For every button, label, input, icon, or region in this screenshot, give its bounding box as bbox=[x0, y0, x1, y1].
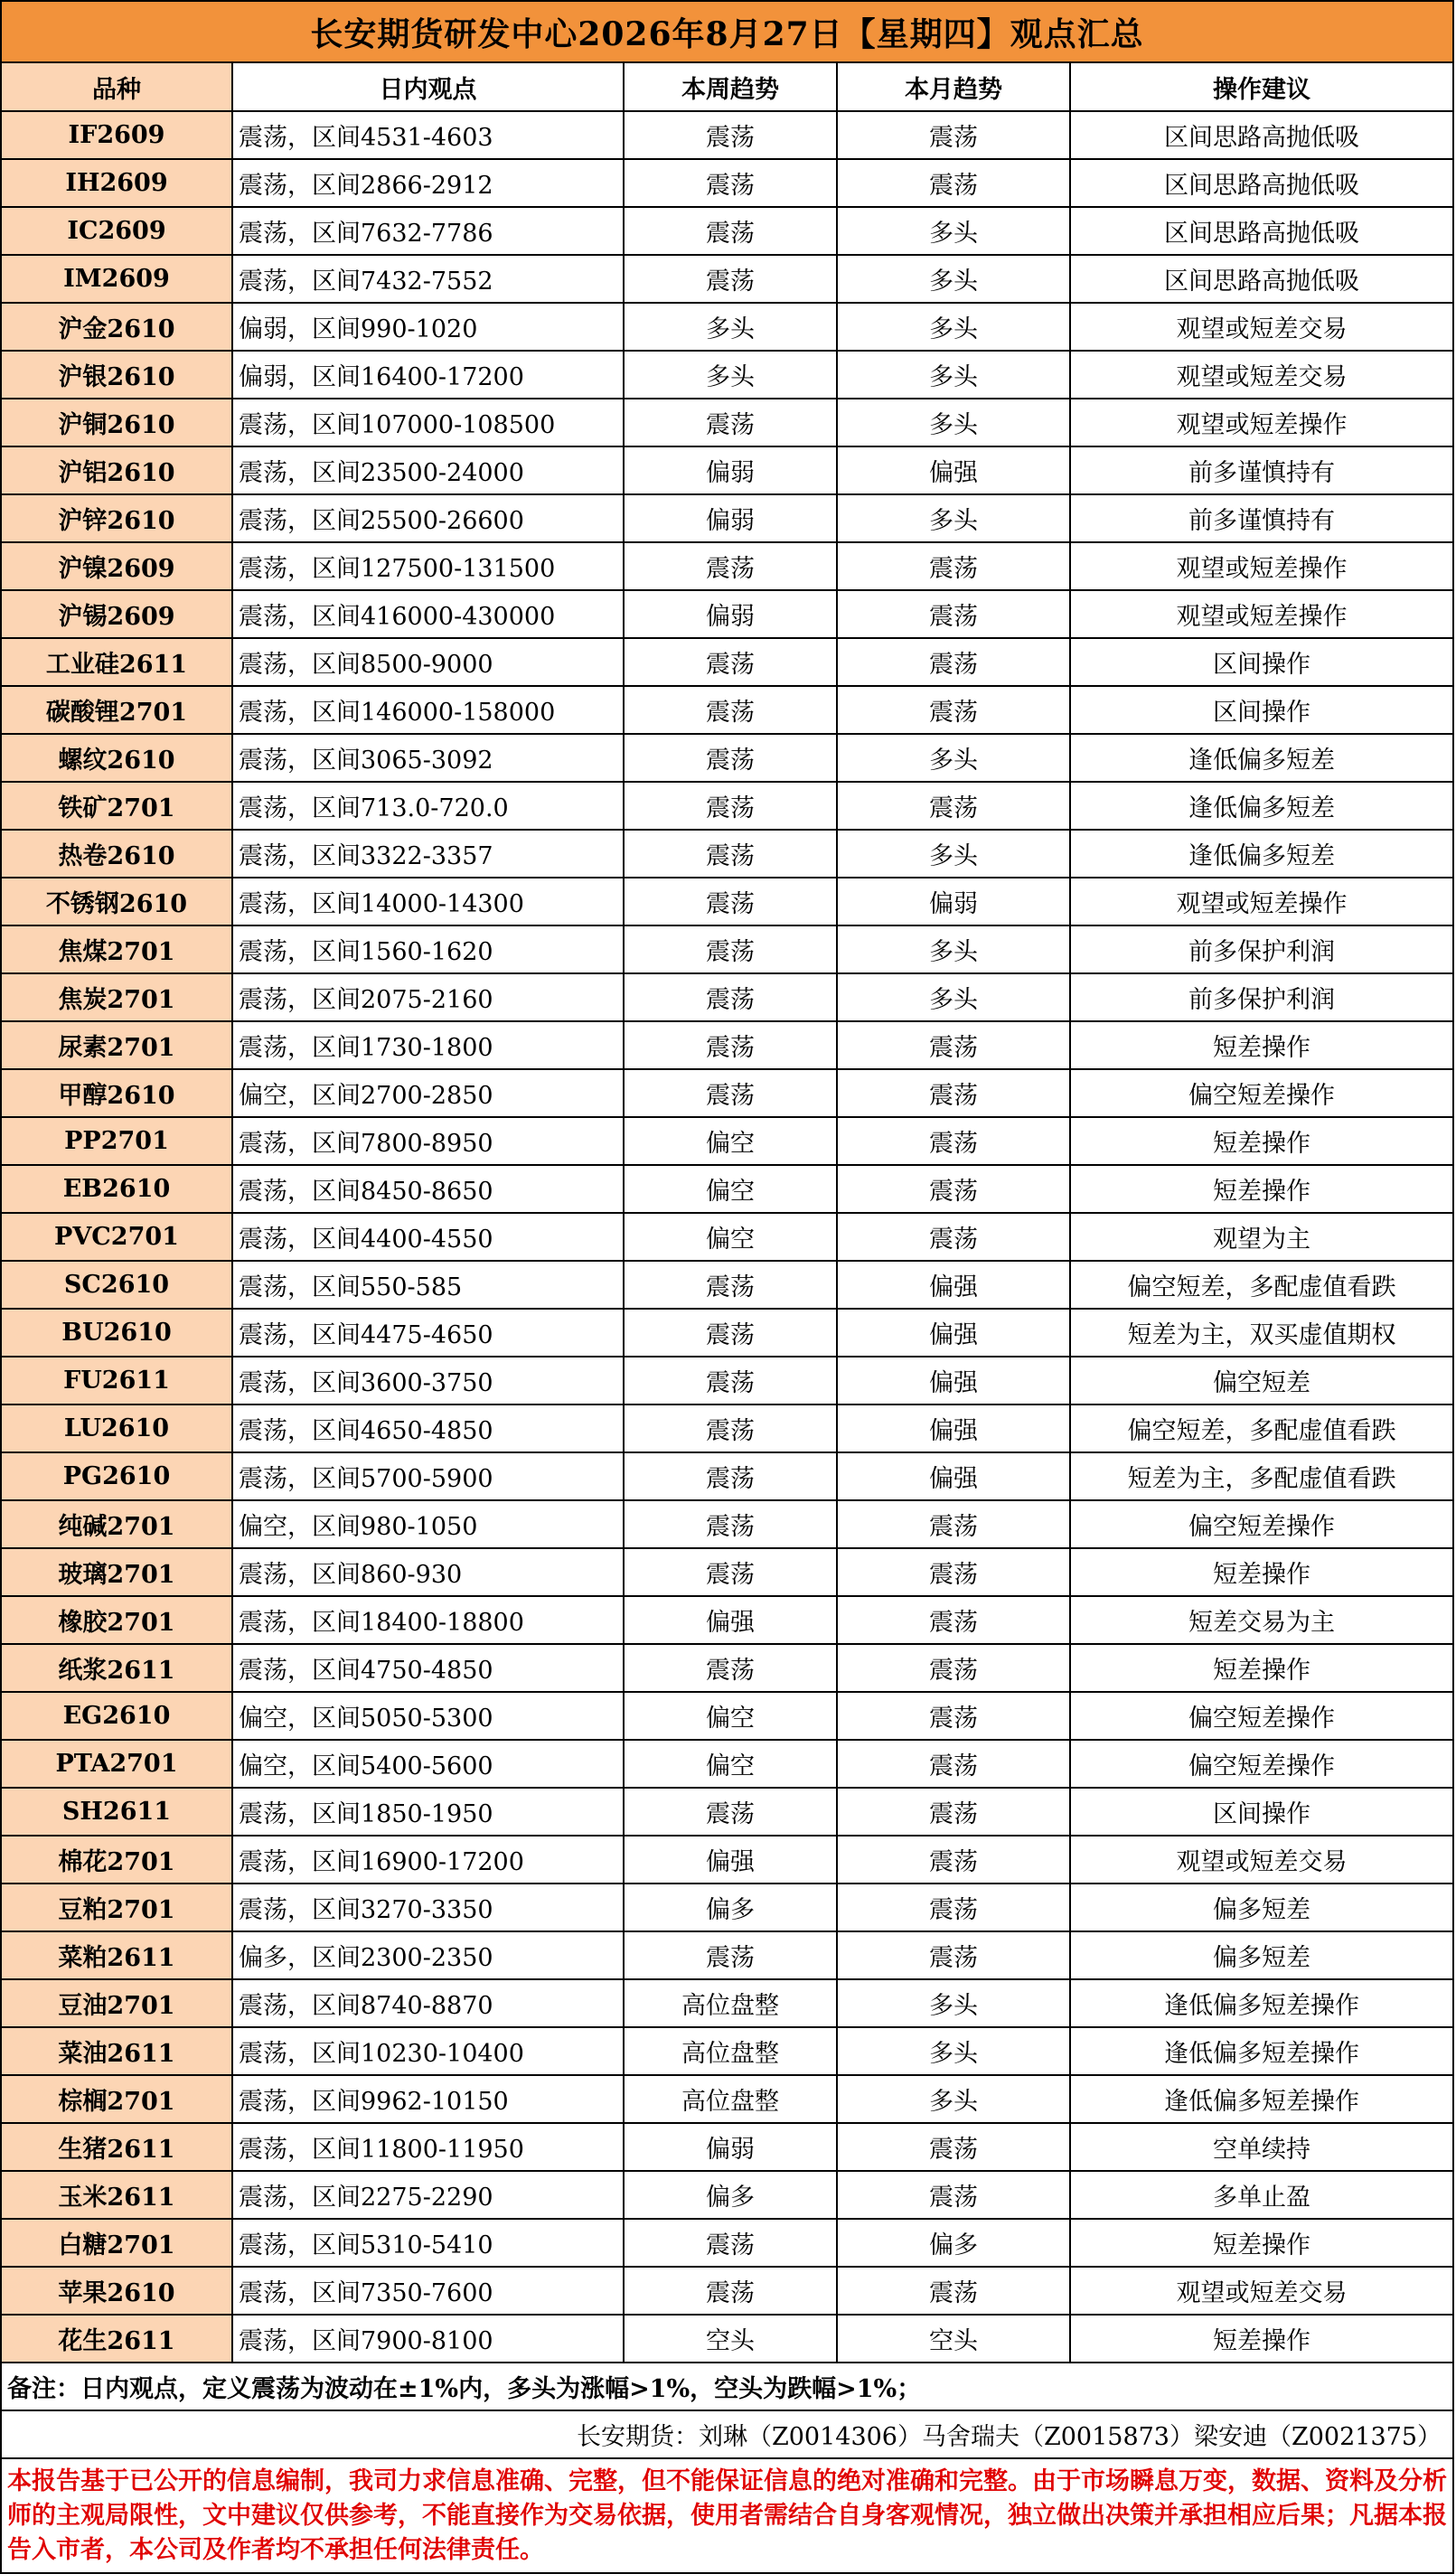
week-trend-cell: 震荡 bbox=[624, 638, 837, 686]
intraday-view-cell: 震荡，区间11800-11950 bbox=[232, 2123, 624, 2171]
week-trend-cell: 震荡 bbox=[624, 399, 837, 446]
variety-cell: IH2609 bbox=[2, 159, 232, 207]
intraday-view-cell: 震荡，区间8740-8870 bbox=[232, 1979, 624, 2027]
week-trend-cell: 空头 bbox=[624, 2315, 837, 2363]
intraday-view-cell: 震荡，区间550-585 bbox=[232, 1261, 624, 1309]
week-trend-cell: 震荡 bbox=[624, 1788, 837, 1836]
advice-cell: 短差交易为主 bbox=[1070, 1596, 1452, 1644]
week-trend-cell: 震荡 bbox=[624, 542, 837, 590]
month-trend-cell: 多头 bbox=[837, 303, 1070, 351]
intraday-view-cell: 偏空，区间980-1050 bbox=[232, 1500, 624, 1548]
advice-cell: 短差操作 bbox=[1070, 2219, 1452, 2267]
month-trend-cell: 多头 bbox=[837, 973, 1070, 1021]
variety-cell: 玻璃2701 bbox=[2, 1548, 232, 1596]
table-row bbox=[2, 255, 1452, 303]
advice-cell: 短差操作 bbox=[1070, 1117, 1452, 1165]
intraday-view-cell: 震荡，区间5700-5900 bbox=[232, 1452, 624, 1500]
intraday-view-cell: 震荡，区间860-930 bbox=[232, 1548, 624, 1596]
week-trend-cell: 震荡 bbox=[624, 1548, 837, 1596]
variety-cell: SC2610 bbox=[2, 1261, 232, 1309]
month-trend-cell: 多头 bbox=[837, 1979, 1070, 2027]
month-trend-cell: 震荡 bbox=[837, 1021, 1070, 1069]
variety-cell: 工业硅2611 bbox=[2, 638, 232, 686]
advice-cell: 短差操作 bbox=[1070, 2315, 1452, 2363]
table-row bbox=[2, 111, 1452, 159]
week-trend-cell: 偏空 bbox=[624, 1692, 837, 1740]
variety-cell: 沪金2610 bbox=[2, 303, 232, 351]
intraday-view-cell: 震荡，区间2075-2160 bbox=[232, 973, 624, 1021]
advice-cell: 观望或短差操作 bbox=[1070, 542, 1452, 590]
variety-cell: 沪铝2610 bbox=[2, 446, 232, 494]
week-trend-cell: 偏弱 bbox=[624, 446, 837, 494]
intraday-view-cell: 震荡，区间18400-18800 bbox=[232, 1596, 624, 1644]
advice-cell: 前多谨慎持有 bbox=[1070, 446, 1452, 494]
variety-cell: 生猪2611 bbox=[2, 2123, 232, 2171]
variety-cell: 沪镍2609 bbox=[2, 542, 232, 590]
advice-cell: 区间操作 bbox=[1070, 638, 1452, 686]
intraday-view-cell: 震荡，区间4400-4550 bbox=[232, 1213, 624, 1261]
report-title: 长安期货研发中心2026年8月27日【星期四】观点汇总 bbox=[2, 0, 1452, 63]
week-trend-cell: 震荡 bbox=[624, 2267, 837, 2315]
table-row bbox=[2, 1213, 1452, 1261]
month-trend-cell: 偏多 bbox=[837, 2219, 1070, 2267]
month-trend-cell: 震荡 bbox=[837, 1548, 1070, 1596]
table-row bbox=[2, 1884, 1452, 1931]
month-trend-cell: 多头 bbox=[837, 207, 1070, 255]
table-row bbox=[2, 1692, 1452, 1740]
advice-cell: 逢低偏多短差操作 bbox=[1070, 1979, 1452, 2027]
week-trend-cell: 多头 bbox=[624, 351, 837, 399]
footnote: 备注：日内观点，定义震荡为波动在±1%内，多头为涨幅>1%，空头为跌幅>1%； bbox=[2, 2363, 1452, 2411]
variety-cell: FU2611 bbox=[2, 1357, 232, 1404]
variety-cell: 沪银2610 bbox=[2, 351, 232, 399]
advice-cell: 短差操作 bbox=[1070, 1644, 1452, 1692]
month-trend-cell: 偏强 bbox=[837, 1404, 1070, 1452]
month-trend-cell: 震荡 bbox=[837, 542, 1070, 590]
week-trend-cell: 震荡 bbox=[624, 1357, 837, 1404]
variety-cell: 白糖2701 bbox=[2, 2219, 232, 2267]
table-row bbox=[2, 1979, 1452, 2027]
variety-cell: 碳酸锂2701 bbox=[2, 686, 232, 734]
advice-cell: 逢低偏多短差 bbox=[1070, 782, 1452, 830]
intraday-view-cell: 震荡，区间8450-8650 bbox=[232, 1165, 624, 1213]
week-trend-cell: 震荡 bbox=[624, 1404, 837, 1452]
week-trend-cell: 震荡 bbox=[624, 1069, 837, 1117]
intraday-view-cell: 偏多，区间2300-2350 bbox=[232, 1931, 624, 1979]
intraday-view-cell: 震荡，区间1560-1620 bbox=[232, 925, 624, 973]
intraday-view-cell: 震荡，区间16900-17200 bbox=[232, 1836, 624, 1884]
table-row bbox=[2, 1788, 1452, 1836]
week-trend-cell: 偏弱 bbox=[624, 2123, 837, 2171]
month-trend-cell: 震荡 bbox=[837, 111, 1070, 159]
table-row bbox=[2, 1404, 1452, 1452]
month-trend-cell: 震荡 bbox=[837, 1931, 1070, 1979]
week-trend-cell: 偏强 bbox=[624, 1596, 837, 1644]
intraday-view-cell: 偏空，区间5050-5300 bbox=[232, 1692, 624, 1740]
table-row bbox=[2, 494, 1452, 542]
variety-cell: 热卷2610 bbox=[2, 830, 232, 878]
table-row bbox=[2, 1596, 1452, 1644]
advice-cell: 前多保护利润 bbox=[1070, 973, 1452, 1021]
month-trend-cell: 震荡 bbox=[837, 1596, 1070, 1644]
variety-cell: 菜油2611 bbox=[2, 2027, 232, 2075]
advice-cell: 空单续持 bbox=[1070, 2123, 1452, 2171]
intraday-view-cell: 震荡，区间7432-7552 bbox=[232, 255, 624, 303]
advice-cell: 偏空短差操作 bbox=[1070, 1692, 1452, 1740]
table-row bbox=[2, 1740, 1452, 1788]
week-trend-cell: 震荡 bbox=[624, 973, 837, 1021]
week-trend-cell: 震荡 bbox=[624, 830, 837, 878]
advice-cell: 观望或短差交易 bbox=[1070, 351, 1452, 399]
table-row bbox=[2, 1117, 1452, 1165]
variety-cell: 铁矿2701 bbox=[2, 782, 232, 830]
week-trend-cell: 偏弱 bbox=[624, 494, 837, 542]
intraday-view-cell: 震荡，区间1850-1950 bbox=[232, 1788, 624, 1836]
week-trend-cell: 偏空 bbox=[624, 1165, 837, 1213]
variety-cell: 花生2611 bbox=[2, 2315, 232, 2363]
advice-cell: 偏空短差 bbox=[1070, 1357, 1452, 1404]
month-trend-cell: 偏强 bbox=[837, 1357, 1070, 1404]
month-trend-cell: 震荡 bbox=[837, 2171, 1070, 2219]
variety-cell: 苹果2610 bbox=[2, 2267, 232, 2315]
variety-cell: 沪锌2610 bbox=[2, 494, 232, 542]
table-row bbox=[2, 686, 1452, 734]
month-trend-cell: 震荡 bbox=[837, 1740, 1070, 1788]
intraday-view-cell: 震荡，区间4750-4850 bbox=[232, 1644, 624, 1692]
week-trend-cell: 震荡 bbox=[624, 878, 837, 925]
table-row bbox=[2, 446, 1452, 494]
advice-cell: 逢低偏多短差 bbox=[1070, 734, 1452, 782]
week-trend-cell: 偏多 bbox=[624, 1884, 837, 1931]
intraday-view-cell: 震荡，区间4475-4650 bbox=[232, 1309, 624, 1357]
table-row bbox=[2, 1548, 1452, 1596]
table-row bbox=[2, 2171, 1452, 2219]
table-row bbox=[2, 1309, 1452, 1357]
header-variety: 品种 bbox=[2, 63, 232, 111]
month-trend-cell: 多头 bbox=[837, 255, 1070, 303]
variety-cell: 甲醇2610 bbox=[2, 1069, 232, 1117]
advice-cell: 偏空短差，多配虚值看跌 bbox=[1070, 1404, 1452, 1452]
variety-cell: 焦煤2701 bbox=[2, 925, 232, 973]
intraday-view-cell: 震荡，区间5310-5410 bbox=[232, 2219, 624, 2267]
intraday-view-cell: 震荡，区间1730-1800 bbox=[232, 1021, 624, 1069]
variety-cell: IF2609 bbox=[2, 111, 232, 159]
views-table bbox=[2, 63, 1452, 2363]
table-row bbox=[2, 351, 1452, 399]
month-trend-cell: 震荡 bbox=[837, 686, 1070, 734]
table-row bbox=[2, 159, 1452, 207]
table-row bbox=[2, 734, 1452, 782]
variety-cell: 沪锡2609 bbox=[2, 590, 232, 638]
variety-cell: 豆油2701 bbox=[2, 1979, 232, 2027]
advice-cell: 区间思路高抛低吸 bbox=[1070, 111, 1452, 159]
advice-cell: 区间思路高抛低吸 bbox=[1070, 207, 1452, 255]
month-trend-cell: 震荡 bbox=[837, 638, 1070, 686]
advice-cell: 多单止盈 bbox=[1070, 2171, 1452, 2219]
variety-cell: 棉花2701 bbox=[2, 1836, 232, 1884]
week-trend-cell: 震荡 bbox=[624, 111, 837, 159]
header-intraday: 日内观点 bbox=[232, 63, 624, 111]
month-trend-cell: 多头 bbox=[837, 351, 1070, 399]
table-row bbox=[2, 1261, 1452, 1309]
intraday-view-cell: 震荡，区间2275-2290 bbox=[232, 2171, 624, 2219]
advice-cell: 偏多短差 bbox=[1070, 1884, 1452, 1931]
advice-cell: 偏多短差 bbox=[1070, 1931, 1452, 1979]
month-trend-cell: 震荡 bbox=[837, 159, 1070, 207]
table-row bbox=[2, 207, 1452, 255]
table-row bbox=[2, 973, 1452, 1021]
intraday-view-cell: 震荡，区间3600-3750 bbox=[232, 1357, 624, 1404]
variety-cell: BU2610 bbox=[2, 1309, 232, 1357]
week-trend-cell: 震荡 bbox=[624, 207, 837, 255]
month-trend-cell: 震荡 bbox=[837, 2267, 1070, 2315]
variety-cell: 玉米2611 bbox=[2, 2171, 232, 2219]
variety-cell: PTA2701 bbox=[2, 1740, 232, 1788]
table-row bbox=[2, 1165, 1452, 1213]
intraday-view-cell: 震荡，区间4531-4603 bbox=[232, 111, 624, 159]
variety-cell: 不锈钢2610 bbox=[2, 878, 232, 925]
week-trend-cell: 震荡 bbox=[624, 1644, 837, 1692]
variety-cell: 菜粕2611 bbox=[2, 1931, 232, 1979]
month-trend-cell: 多头 bbox=[837, 925, 1070, 973]
advice-cell: 偏空短差操作 bbox=[1070, 1069, 1452, 1117]
week-trend-cell: 震荡 bbox=[624, 734, 837, 782]
table-row bbox=[2, 303, 1452, 351]
intraday-view-cell: 偏空，区间5400-5600 bbox=[232, 1740, 624, 1788]
week-trend-cell: 偏空 bbox=[624, 1740, 837, 1788]
table-row bbox=[2, 2315, 1452, 2363]
advice-cell: 区间操作 bbox=[1070, 686, 1452, 734]
variety-cell: EB2610 bbox=[2, 1165, 232, 1213]
table-row bbox=[2, 638, 1452, 686]
week-trend-cell: 多头 bbox=[624, 303, 837, 351]
month-trend-cell: 震荡 bbox=[837, 590, 1070, 638]
advice-cell: 偏空短差，多配虚值看跌 bbox=[1070, 1261, 1452, 1309]
table-row bbox=[2, 1931, 1452, 1979]
intraday-view-cell: 震荡，区间14000-14300 bbox=[232, 878, 624, 925]
table-row bbox=[2, 1069, 1452, 1117]
advice-cell: 观望或短差操作 bbox=[1070, 399, 1452, 446]
intraday-view-cell: 震荡，区间713.0-720.0 bbox=[232, 782, 624, 830]
intraday-view-cell: 震荡，区间7900-8100 bbox=[232, 2315, 624, 2363]
month-trend-cell: 震荡 bbox=[837, 1213, 1070, 1261]
table-row bbox=[2, 1500, 1452, 1548]
week-trend-cell: 震荡 bbox=[624, 1452, 837, 1500]
advice-cell: 短差操作 bbox=[1070, 1165, 1452, 1213]
variety-cell: PP2701 bbox=[2, 1117, 232, 1165]
table-row bbox=[2, 2219, 1452, 2267]
advice-cell: 短差为主，双买虚值期权 bbox=[1070, 1309, 1452, 1357]
table-row bbox=[2, 782, 1452, 830]
variety-cell: 螺纹2610 bbox=[2, 734, 232, 782]
month-trend-cell: 多头 bbox=[837, 830, 1070, 878]
advice-cell: 观望或短差交易 bbox=[1070, 1836, 1452, 1884]
week-trend-cell: 偏强 bbox=[624, 1836, 837, 1884]
intraday-view-cell: 震荡，区间25500-26600 bbox=[232, 494, 624, 542]
month-trend-cell: 震荡 bbox=[837, 1165, 1070, 1213]
table-row bbox=[2, 1021, 1452, 1069]
month-trend-cell: 多头 bbox=[837, 734, 1070, 782]
intraday-view-cell: 震荡，区间23500-24000 bbox=[232, 446, 624, 494]
month-trend-cell: 多头 bbox=[837, 399, 1070, 446]
advice-cell: 观望或短差交易 bbox=[1070, 303, 1452, 351]
week-trend-cell: 震荡 bbox=[624, 255, 837, 303]
month-trend-cell: 震荡 bbox=[837, 1884, 1070, 1931]
header-month-trend: 本月趋势 bbox=[837, 63, 1070, 111]
table-row bbox=[2, 590, 1452, 638]
week-trend-cell: 震荡 bbox=[624, 1309, 837, 1357]
month-trend-cell: 震荡 bbox=[837, 1836, 1070, 1884]
intraday-view-cell: 震荡，区间7800-8950 bbox=[232, 1117, 624, 1165]
month-trend-cell: 偏弱 bbox=[837, 878, 1070, 925]
intraday-view-cell: 震荡，区间3322-3357 bbox=[232, 830, 624, 878]
week-trend-cell: 震荡 bbox=[624, 1021, 837, 1069]
month-trend-cell: 震荡 bbox=[837, 2123, 1070, 2171]
table-row bbox=[2, 2027, 1452, 2075]
variety-cell: IC2609 bbox=[2, 207, 232, 255]
week-trend-cell: 震荡 bbox=[624, 782, 837, 830]
month-trend-cell: 偏强 bbox=[837, 446, 1070, 494]
table-row bbox=[2, 2267, 1452, 2315]
intraday-view-cell: 震荡，区间8500-9000 bbox=[232, 638, 624, 686]
table-body bbox=[2, 111, 1452, 2363]
month-trend-cell: 震荡 bbox=[837, 1069, 1070, 1117]
month-trend-cell: 震荡 bbox=[837, 782, 1070, 830]
table-row bbox=[2, 542, 1452, 590]
intraday-view-cell: 偏空，区间2700-2850 bbox=[232, 1069, 624, 1117]
intraday-view-cell: 震荡，区间3270-3350 bbox=[232, 1884, 624, 1931]
week-trend-cell: 震荡 bbox=[624, 2219, 837, 2267]
month-trend-cell: 震荡 bbox=[837, 1692, 1070, 1740]
table-row bbox=[2, 2123, 1452, 2171]
intraday-view-cell: 震荡，区间2866-2912 bbox=[232, 159, 624, 207]
variety-cell: SH2611 bbox=[2, 1788, 232, 1836]
week-trend-cell: 偏弱 bbox=[624, 590, 837, 638]
advice-cell: 逢低偏多短差操作 bbox=[1070, 2075, 1452, 2123]
table-row bbox=[2, 399, 1452, 446]
week-trend-cell: 震荡 bbox=[624, 1261, 837, 1309]
advice-cell: 区间思路高抛低吸 bbox=[1070, 159, 1452, 207]
intraday-view-cell: 震荡，区间107000-108500 bbox=[232, 399, 624, 446]
variety-cell: 焦炭2701 bbox=[2, 973, 232, 1021]
advice-cell: 前多谨慎持有 bbox=[1070, 494, 1452, 542]
variety-cell: LU2610 bbox=[2, 1404, 232, 1452]
advice-cell: 偏空短差操作 bbox=[1070, 1500, 1452, 1548]
table-row bbox=[2, 1836, 1452, 1884]
month-trend-cell: 多头 bbox=[837, 494, 1070, 542]
advice-cell: 短差为主，多配虚值看跌 bbox=[1070, 1452, 1452, 1500]
intraday-view-cell: 震荡，区间3065-3092 bbox=[232, 734, 624, 782]
advice-cell: 区间操作 bbox=[1070, 1788, 1452, 1836]
table-row bbox=[2, 925, 1452, 973]
advice-cell: 区间思路高抛低吸 bbox=[1070, 255, 1452, 303]
week-trend-cell: 震荡 bbox=[624, 925, 837, 973]
advice-cell: 短差操作 bbox=[1070, 1021, 1452, 1069]
advice-cell: 逢低偏多短差 bbox=[1070, 830, 1452, 878]
week-trend-cell: 震荡 bbox=[624, 686, 837, 734]
variety-cell: 棕榈2701 bbox=[2, 2075, 232, 2123]
intraday-view-cell: 震荡，区间7350-7600 bbox=[232, 2267, 624, 2315]
advice-cell: 观望或短差交易 bbox=[1070, 2267, 1452, 2315]
month-trend-cell: 偏强 bbox=[837, 1309, 1070, 1357]
table-row bbox=[2, 830, 1452, 878]
month-trend-cell: 多头 bbox=[837, 2075, 1070, 2123]
advice-cell: 短差操作 bbox=[1070, 1548, 1452, 1596]
analyst-signature: 长安期货：刘琳（Z0014306）马舍瑞夫（Z0015873）梁安迪（Z0021375） bbox=[2, 2411, 1452, 2459]
week-trend-cell: 高位盘整 bbox=[624, 2075, 837, 2123]
intraday-view-cell: 偏弱，区间990-1020 bbox=[232, 303, 624, 351]
advice-cell: 逢低偏多短差操作 bbox=[1070, 2027, 1452, 2075]
table-row bbox=[2, 878, 1452, 925]
table-row bbox=[2, 1357, 1452, 1404]
variety-cell: 尿素2701 bbox=[2, 1021, 232, 1069]
week-trend-cell: 震荡 bbox=[624, 1500, 837, 1548]
intraday-view-cell: 震荡，区间416000-430000 bbox=[232, 590, 624, 638]
table-row bbox=[2, 1452, 1452, 1500]
table-row bbox=[2, 2075, 1452, 2123]
variety-cell: 橡胶2701 bbox=[2, 1596, 232, 1644]
variety-cell: 纸浆2611 bbox=[2, 1644, 232, 1692]
advice-cell: 观望或短差操作 bbox=[1070, 878, 1452, 925]
advice-cell: 观望为主 bbox=[1070, 1213, 1452, 1261]
variety-cell: 纯碱2701 bbox=[2, 1500, 232, 1548]
month-trend-cell: 偏强 bbox=[837, 1452, 1070, 1500]
month-trend-cell: 震荡 bbox=[837, 1500, 1070, 1548]
month-trend-cell: 偏强 bbox=[837, 1261, 1070, 1309]
variety-cell: IM2609 bbox=[2, 255, 232, 303]
intraday-view-cell: 震荡，区间4650-4850 bbox=[232, 1404, 624, 1452]
intraday-view-cell: 震荡，区间7632-7786 bbox=[232, 207, 624, 255]
week-trend-cell: 偏空 bbox=[624, 1213, 837, 1261]
table-header-row bbox=[2, 63, 1452, 111]
intraday-view-cell: 震荡，区间127500-131500 bbox=[232, 542, 624, 590]
week-trend-cell: 偏空 bbox=[624, 1117, 837, 1165]
advice-cell: 偏空短差操作 bbox=[1070, 1740, 1452, 1788]
intraday-view-cell: 震荡，区间10230-10400 bbox=[232, 2027, 624, 2075]
advice-cell: 前多保护利润 bbox=[1070, 925, 1452, 973]
advice-cell: 观望或短差操作 bbox=[1070, 590, 1452, 638]
intraday-view-cell: 震荡，区间146000-158000 bbox=[232, 686, 624, 734]
month-trend-cell: 震荡 bbox=[837, 1788, 1070, 1836]
disclaimer: 本报告基于已公开的信息编制，我司力求信息准确、完整，但不能保证信息的绝对准确和完整。由于市场瞬息万变，数据、资料及分析师的主观局限性，文中建议仅供参考，不能直接作为交易依据，使用者需结合自身客观情况，独立做出决策并承担相应后果；凡据本报告入市者，本公司及作者均不承担任何法律责任。 bbox=[2, 2459, 1452, 2574]
month-trend-cell: 多头 bbox=[837, 2027, 1070, 2075]
week-trend-cell: 震荡 bbox=[624, 1931, 837, 1979]
week-trend-cell: 震荡 bbox=[624, 159, 837, 207]
variety-cell: PG2610 bbox=[2, 1452, 232, 1500]
month-trend-cell: 震荡 bbox=[837, 1117, 1070, 1165]
variety-cell: 沪铜2610 bbox=[2, 399, 232, 446]
header-week-trend: 本周趋势 bbox=[624, 63, 837, 111]
header-advice: 操作建议 bbox=[1070, 63, 1452, 111]
intraday-view-cell: 震荡，区间9962-10150 bbox=[232, 2075, 624, 2123]
week-trend-cell: 高位盘整 bbox=[624, 2027, 837, 2075]
variety-cell: 豆粕2701 bbox=[2, 1884, 232, 1931]
table-row bbox=[2, 1644, 1452, 1692]
intraday-view-cell: 偏弱，区间16400-17200 bbox=[232, 351, 624, 399]
variety-cell: EG2610 bbox=[2, 1692, 232, 1740]
variety-cell: PVC2701 bbox=[2, 1213, 232, 1261]
month-trend-cell: 空头 bbox=[837, 2315, 1070, 2363]
week-trend-cell: 偏多 bbox=[624, 2171, 837, 2219]
week-trend-cell: 高位盘整 bbox=[624, 1979, 837, 2027]
month-trend-cell: 震荡 bbox=[837, 1644, 1070, 1692]
